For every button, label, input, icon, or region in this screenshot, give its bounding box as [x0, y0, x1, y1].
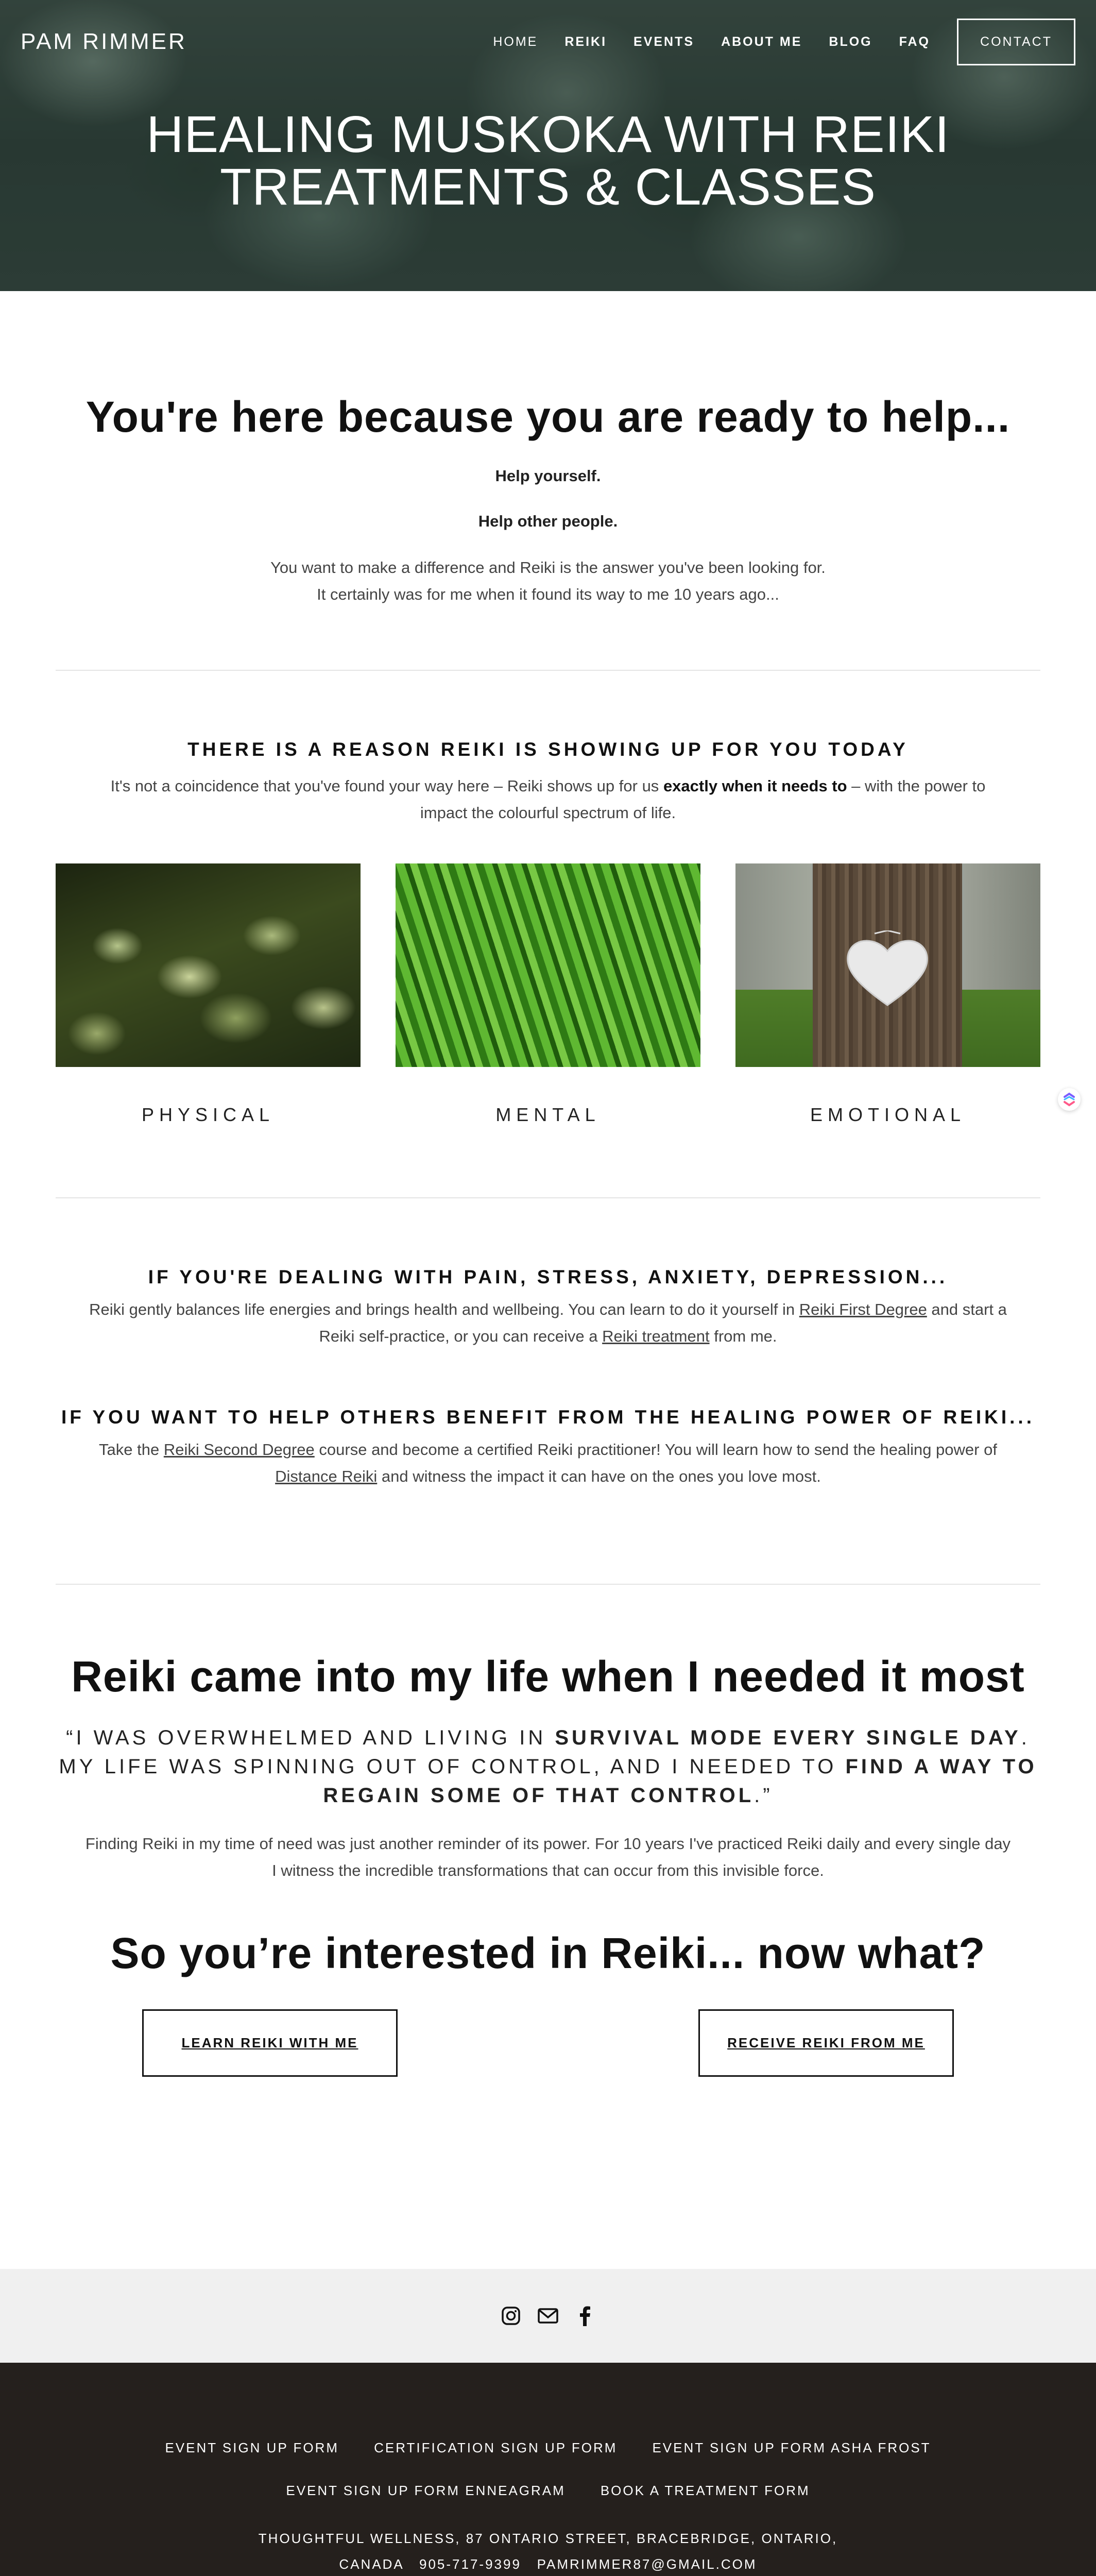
footer-link-book-treatment[interactable]: BOOK A TREATMENT FORM [600, 2483, 810, 2498]
link-distance-reiki[interactable]: Distance Reiki [275, 1467, 378, 1485]
pain-section [56, 1198, 1040, 1584]
intro-section [56, 291, 1040, 670]
intro-line1: Help yourself. [495, 467, 601, 485]
help-text-b: course and become a certified Reiki practitioner! You will learn how to send the healing power of [314, 1440, 997, 1459]
story-para1: Finding Reiki in my time of need was just another reminder of its power. For 10 years I've practiced Reiki daily and every single day [85, 1835, 1011, 1853]
footer-link-certification-signup[interactable]: CERTIFICATION SIGN UP FORM [374, 2440, 618, 2455]
nav-blog[interactable]: BLOG [829, 35, 872, 49]
story-quote [56, 1723, 1040, 1810]
physical-image [56, 863, 361, 1067]
intro-para1: You want to make a difference and Reiki is the answer you've been looking for. [270, 558, 826, 577]
story-para2: I witness the incredible transformations that can occur from this invisible force. [272, 1861, 824, 1879]
story-heading: Reiki came into my life when I needed it most [71, 1652, 1025, 1701]
card-label-mental: MENTAL [495, 1104, 601, 1125]
facebook-icon[interactable] [574, 2304, 596, 2327]
footer-links-row1 [0, 2440, 1096, 2456]
email-icon[interactable] [537, 2304, 559, 2327]
main-nav [493, 19, 1075, 65]
nav-home[interactable]: HOME [493, 35, 538, 49]
spectrum-cards [56, 863, 1040, 1126]
card-label-emotional: EMOTIONAL [810, 1104, 966, 1125]
reason-heading: THERE IS A REASON REIKI IS SHOWING UP FOR YOU TODAY [187, 739, 909, 760]
intro-heading: You're here because you are ready to help... [85, 393, 1011, 441]
quote-1b: SURVIVAL MODE EVERY SINGLE DAY [555, 1726, 1021, 1749]
footer-link-event-signup-enneagram[interactable]: EVENT SIGN UP FORM ENNEAGRAM [286, 2483, 566, 2498]
pain-text-c: Reiki self-practice, or you can receive a [319, 1327, 603, 1345]
quote-1c: . [1021, 1726, 1030, 1749]
pain-text-d: from me. [709, 1327, 777, 1345]
story-section [56, 1585, 1040, 1905]
nav-events[interactable]: EVENTS [633, 35, 695, 49]
quote-2b: FIND A WAY TO [845, 1755, 1037, 1778]
pain-heading: IF YOU'RE DEALING WITH PAIN, STRESS, ANXIETY, DEPRESSION... [148, 1266, 948, 1287]
nav-reiki[interactable]: REIKI [564, 35, 607, 49]
footer-link-event-signup-asha[interactable]: EVENT SIGN UP FORM ASHA FROST [652, 2440, 931, 2455]
hero-title-line1: HEALING MUSKOKA WITH REIKI [146, 106, 950, 163]
nav-faq[interactable]: FAQ [899, 35, 931, 49]
footer-link-event-signup[interactable]: EVENT SIGN UP FORM [165, 2440, 339, 2455]
heart-ornament-icon [844, 930, 931, 1008]
site-title[interactable]: PAM RIMMER [21, 29, 187, 54]
pain-text-b: and start a [927, 1300, 1007, 1318]
hero-title-line2: TREATMENTS & CLASSES [220, 158, 876, 216]
reason-text-line2: impact the colourful spectrum of life. [420, 804, 676, 822]
link-reiki-second-degree[interactable]: Reiki Second Degree [163, 1440, 315, 1459]
link-reiki-treatment[interactable]: Reiki treatment [602, 1327, 710, 1345]
reason-text-bold: exactly when it needs to [663, 777, 847, 795]
quote-2a: MY LIFE WAS SPINNING OUT OF CONTROL, AND I NEEDED TO [59, 1755, 846, 1778]
cta-buttons [142, 2009, 954, 2077]
learn-reiki-button[interactable]: LEARN REIKI WITH ME [142, 2009, 398, 2077]
story-paragraph [56, 1831, 1040, 1884]
footer-address [0, 2526, 1096, 2576]
card-label-physical: PHYSICAL [141, 1104, 275, 1125]
help-heading: IF YOU WANT TO HELP OTHERS BENEFIT FROM THE HEALING POWER OF REIKI... [61, 1406, 1035, 1428]
contact-button[interactable]: CONTACT [957, 19, 1075, 65]
help-text-a: Take the [99, 1440, 164, 1459]
card-emotional[interactable] [735, 863, 1040, 1126]
instagram-icon[interactable] [500, 2304, 522, 2327]
now-what-section [56, 1905, 1040, 2222]
footer-links-row2 [0, 2483, 1096, 2499]
address-line2[interactable]: CANADA 905-717-9399 PAMRIMMER87@GMAIL.COM [339, 2556, 757, 2572]
reason-text [56, 773, 1040, 826]
reason-text-b: – with the power to [847, 777, 986, 795]
site-footer [0, 2363, 1096, 2576]
nav-about-me[interactable]: ABOUT ME [721, 35, 802, 49]
quote-3b: REGAIN SOME OF THAT CONTROL [323, 1784, 755, 1807]
help-text-c: and witness the impact it can have on the ones you love most. [377, 1467, 821, 1485]
pain-text-a: Reiki gently balances life energies and brings health and wellbeing. You can learn to do it yourself in [89, 1300, 799, 1318]
intro-paragraph [56, 554, 1040, 608]
card-mental[interactable] [396, 863, 700, 1126]
pain-text [56, 1296, 1040, 1350]
intro-para2: It certainly was for me when it found its way to me 10 years ago... [317, 585, 779, 603]
hero-banner [0, 0, 1096, 291]
reason-text-a: It's not a coincidence that you've found your way here – Reiki shows up for us [110, 777, 663, 795]
reason-section [56, 671, 1040, 1197]
link-reiki-first-degree[interactable]: Reiki First Degree [799, 1300, 927, 1318]
now-what-heading: So you’re interested in Reiki... now what? [110, 1929, 986, 1977]
floating-widget-icon[interactable] [1058, 1088, 1081, 1111]
emotional-image [735, 863, 1040, 1067]
quote-3c: .” [754, 1784, 773, 1807]
help-text [56, 1436, 1040, 1490]
hero-title [0, 106, 1096, 216]
social-bar [0, 2269, 1096, 2363]
address-line1: THOUGHTFUL WELLNESS, 87 ONTARIO STREET, BRACEBRIDGE, ONTARIO, [258, 2531, 838, 2546]
card-physical[interactable] [56, 863, 361, 1126]
quote-1a: “I WAS OVERWHELMED AND LIVING IN [66, 1726, 555, 1749]
mental-image [396, 863, 700, 1067]
intro-line2: Help other people. [478, 512, 618, 530]
receive-reiki-button[interactable]: RECEIVE REIKI FROM ME [698, 2009, 954, 2077]
